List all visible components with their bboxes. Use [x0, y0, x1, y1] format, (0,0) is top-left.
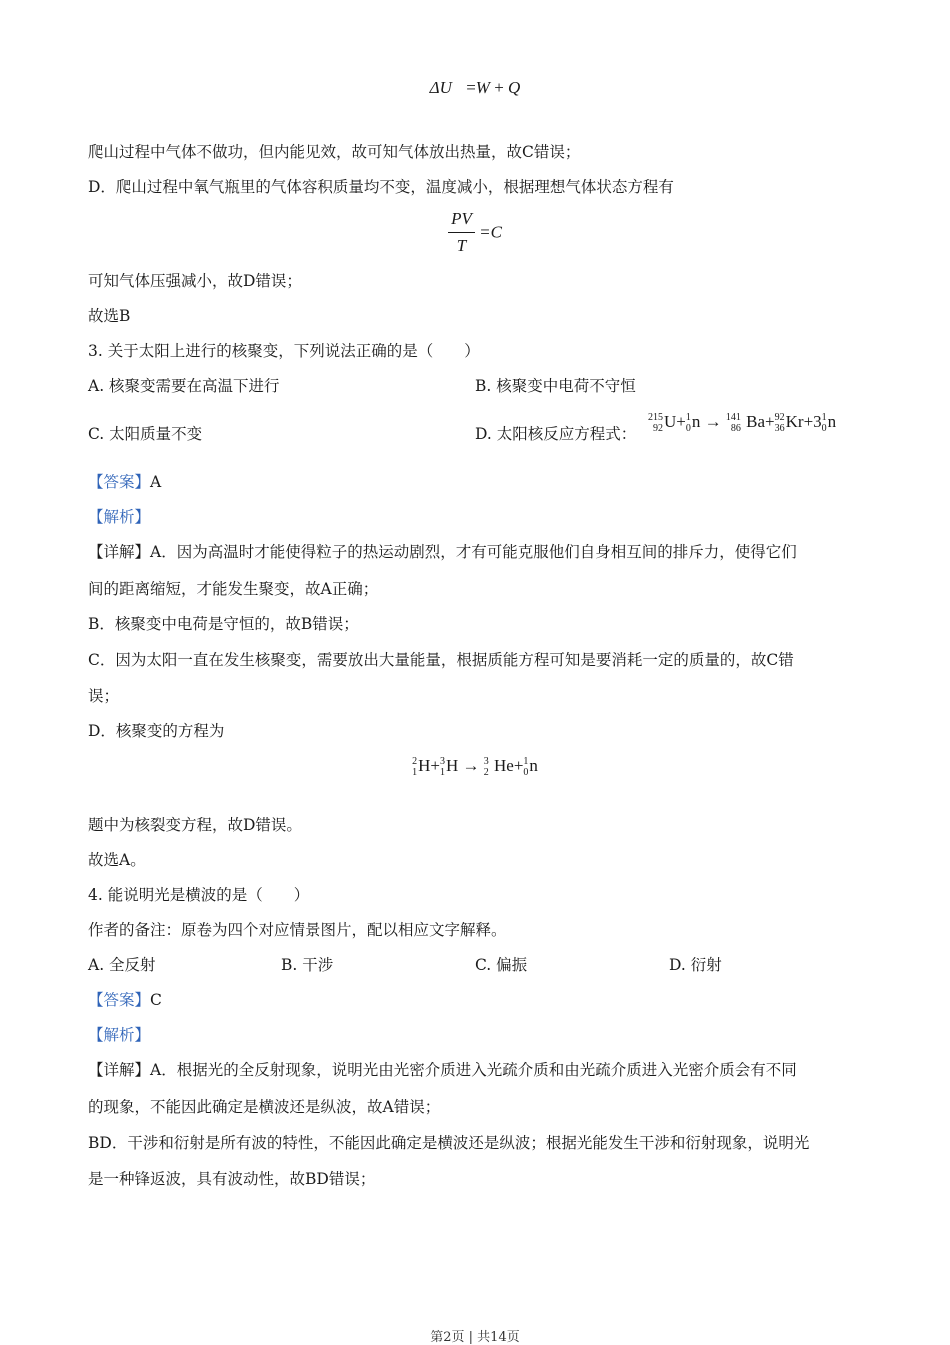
answer-value: C — [150, 991, 162, 1009]
q3-option-d — [475, 424, 636, 444]
nuclide-symbol: Ba — [746, 412, 766, 431]
arrow-icon: → — [462, 756, 480, 775]
nuclide-symbol: n — [827, 412, 837, 431]
q3-answer-line — [88, 472, 161, 492]
arrow-icon: → — [704, 412, 722, 431]
text-line: BD．干涉和衍射是所有波的特性，不能因此确定是横波还是纵波；根据光能发生干涉和衍射现象，说明光 — [88, 1134, 810, 1152]
q3-detail-a — [88, 542, 797, 562]
answer-tag: 【答案】 — [88, 991, 151, 1009]
nuclide-charge: 0 — [523, 767, 529, 779]
nuclide-charge: 2 — [483, 767, 489, 779]
eq-q: Q — [508, 78, 521, 97]
text-line: 误； — [88, 687, 120, 705]
nuclide-symbol: Kr — [785, 412, 804, 431]
q3-option-a: A. 核聚变需要在高温下进行 — [88, 377, 280, 395]
plus-sign: + — [430, 756, 440, 775]
gas-numerator: PV — [448, 206, 475, 233]
text-line: 可知气体压强减小，故D错误； — [88, 272, 302, 290]
nuclide-mass: 92 — [774, 412, 785, 424]
gas-equation — [0, 206, 950, 259]
eq-plus: + — [494, 78, 504, 97]
eq-w: W — [475, 78, 490, 97]
nuclide-symbol: H — [445, 756, 459, 775]
analysis-tag: 【解析】 — [88, 1026, 151, 1044]
nuclide-symbol: H — [418, 756, 431, 775]
q3-option-c: C. 太阳质量不变 — [88, 425, 203, 443]
plus-sign: + — [803, 412, 814, 431]
gas-fraction — [448, 206, 475, 259]
nuclide-charge: 92 — [653, 423, 663, 435]
nuclide-mass: 2 — [412, 756, 418, 768]
nuclide-mass: 3 — [439, 756, 445, 768]
nuclide-charge: 36 — [774, 423, 785, 435]
text-line: 爬山过程中气体不做功，但内能见效，故可知气体放出热量，故C错误； — [88, 143, 581, 161]
answer-tag: 【答案】 — [88, 473, 151, 491]
fission-equation — [648, 409, 836, 435]
plus-sign: + — [765, 412, 775, 431]
detail-text: A．因为高温时才能使得粒子的热运动剧烈，才有可能克服他们自身相互间的排斥力，使得它们 — [150, 543, 797, 561]
nuclide-charge: 1 — [439, 767, 445, 779]
text-line: C．因为太阳一直在发生核聚变，需要放出大量能量，根据质能方程可知是要消耗一定的质量的，故C错 — [88, 651, 794, 669]
q4-option-c: C. 偏振 — [475, 956, 528, 974]
page-footer: 第2页 | 共14页 — [430, 1330, 520, 1345]
coefficient: 3 — [813, 412, 822, 431]
text-line: D．爬山过程中氧气瓶里的气体容积质量均不变，温度减小，根据理想气体状态方程有 — [88, 178, 674, 196]
q4-answer-line — [88, 990, 162, 1010]
q3-option-d-label: D. 太阳核反应方程式： — [475, 425, 637, 443]
text-line: 题中为核裂变方程，故D错误。 — [88, 816, 302, 834]
nuclide-symbol: n — [529, 756, 538, 775]
q4-option-a: A. 全反射 — [88, 956, 156, 974]
nuclide-charge: 1 — [412, 767, 418, 779]
nuclide-symbol: n — [691, 412, 701, 431]
detail-tag: 【详解】 — [88, 1061, 151, 1079]
plus-sign: + — [676, 412, 686, 431]
text-line: 是一种锋返波，具有波动性，故BD错误； — [88, 1170, 376, 1188]
analysis-tag: 【解析】 — [88, 508, 151, 526]
q3-option-b: B. 核聚变中电荷不守恒 — [475, 377, 636, 395]
nuclide-symbol: He — [493, 756, 514, 775]
q4-detail-a — [88, 1060, 797, 1080]
question-3-stem: 3. 关于太阳上进行的核聚变，下列说法正确的是（ ） — [88, 342, 480, 360]
fusion-equation — [0, 753, 950, 779]
text-line: 的现象，不能因此确定是横波还是纵波，故A错误； — [88, 1098, 441, 1116]
q4-option-b: B. 干涉 — [281, 956, 334, 974]
nuclide-mass: 1 — [821, 412, 827, 424]
text-line: 故选A。 — [88, 851, 146, 869]
eq-equals: = — [466, 78, 476, 97]
detail-text: A．根据光的全反射现象，说明光由光密介质进入光疏介质和由光疏介质进入光密介质会有不同 — [150, 1061, 797, 1079]
text-line: D．核聚变的方程为 — [88, 722, 225, 740]
nuclide-charge: 0 — [685, 423, 691, 435]
nuclide-charge: 0 — [821, 423, 827, 435]
nuclide-charge: 86 — [730, 423, 741, 435]
nuclide-mass: 141 — [725, 412, 741, 424]
gas-denominator: T — [456, 236, 467, 255]
eq-delta-u: ΔU — [429, 78, 452, 97]
energy-equation — [0, 78, 950, 98]
gas-rhs: =C — [479, 222, 502, 242]
author-note: 作者的备注：原卷为四个对应情景图片，配以相应文字解释。 — [88, 921, 507, 939]
question-4-stem: 4. 能说明光是横波的是（ ） — [88, 886, 310, 904]
nuclide-mass: 1 — [523, 756, 529, 768]
q4-option-d: D. 衍射 — [669, 956, 722, 974]
text-line: 间的距离缩短，才能发生聚变，故A正确； — [88, 580, 379, 598]
plus-sign: + — [513, 756, 524, 775]
text-line: B．核聚变中电荷是守恒的，故B错误； — [88, 615, 359, 633]
nuclide-mass: 1 — [685, 412, 691, 424]
nuclide-mass: 3 — [483, 756, 489, 768]
nuclide-mass: 215 — [648, 412, 663, 424]
nuclide-symbol: U — [664, 412, 677, 431]
detail-tag: 【详解】 — [88, 543, 151, 561]
answer-value: A — [150, 473, 162, 491]
text-line: 故选B — [88, 307, 131, 325]
